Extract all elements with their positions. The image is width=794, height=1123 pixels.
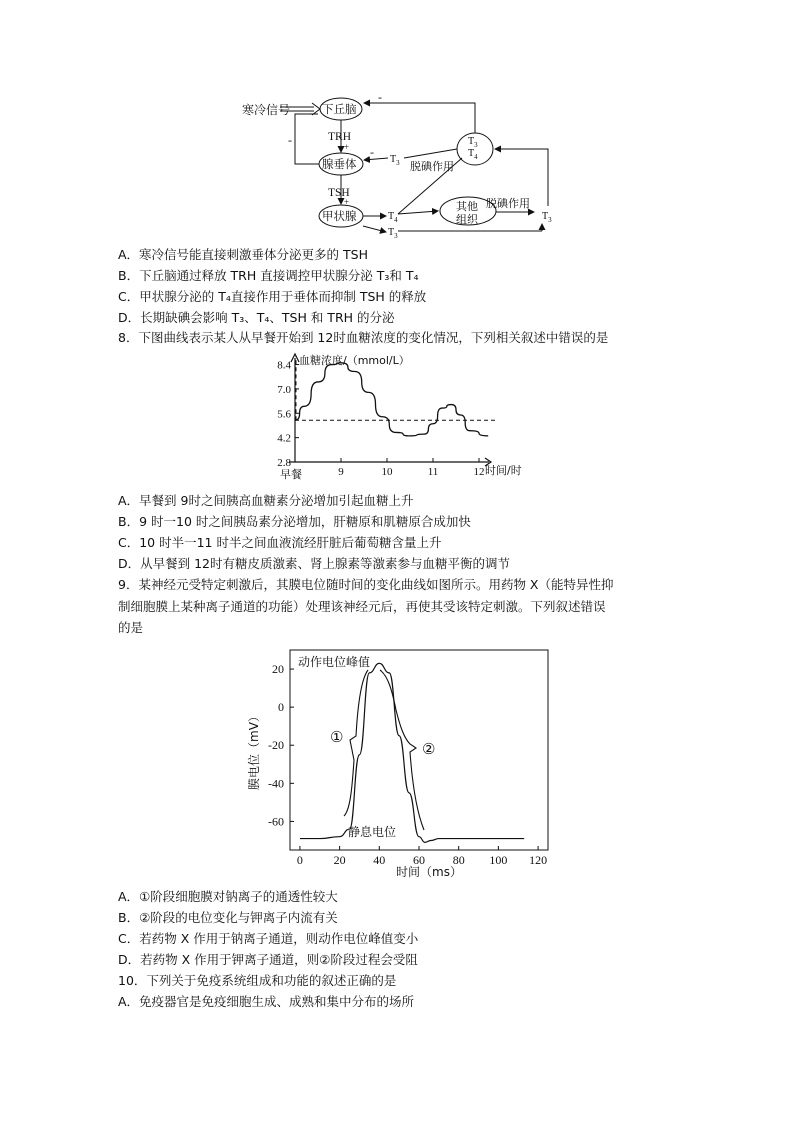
cold-signal-label: 寒冷信号 xyxy=(242,103,291,117)
y-tick-label: 4.2 xyxy=(277,432,291,445)
minus-top: - xyxy=(378,90,382,104)
q8-option-c: C．10 时半一11 时半之间血液流经肝脏后葡萄糖含量上升 xyxy=(118,535,442,550)
q9-option-d: D．若药物 X 作用于钾离子通道，则②阶段过程会受阻 xyxy=(118,952,418,967)
thyroid-label: 甲状腺 xyxy=(322,209,357,223)
trh-plus: + xyxy=(344,142,350,152)
mp-x-tick-label: 20 xyxy=(333,853,346,867)
mp-y-tick-label: 0 xyxy=(278,700,284,715)
q8-stem: 8．下图曲线表示某人从早餐开始到 12时血糖浓度的变化情况，下列相关叙述中错误的是 xyxy=(118,330,609,345)
svg-text:T3: $T_3$ xyxy=(388,227,398,240)
tsh-plus: + xyxy=(344,197,350,207)
mp-x-axis-title: 时间（ms） xyxy=(396,865,462,879)
mp-x-tick-label: 40 xyxy=(373,853,386,867)
mp-y-tick-label: -20 xyxy=(268,738,284,753)
svg-text:T3: $T_3$ xyxy=(468,136,478,149)
hypothalamus-label: 下丘脑 xyxy=(322,102,357,116)
x-tick-label: 10 xyxy=(381,466,393,478)
phase-2-label: ② xyxy=(422,742,436,758)
plot-frame xyxy=(290,650,548,850)
q7-option-d: D．长期缺碘会影响 T₃、T₄、TSH 和 TRH 的分泌 xyxy=(118,310,395,325)
peak-annotation: 动作电位峰值 xyxy=(298,655,371,669)
phase-1-label: ① xyxy=(330,730,344,746)
q7-option-c: C．甲状腺分泌的 T₄直接作用于垂体而抑制 TSH 的释放 xyxy=(118,289,427,304)
q7-option-b: B．下丘脑通过释放 TRH 直接调控甲状腺分泌 T₃和 T₄ xyxy=(118,268,419,283)
trh-label: TRH xyxy=(328,131,351,143)
mp-x-tick-label: 120 xyxy=(529,853,548,867)
q9-option-c: C．若药物 X 作用于钠离子通道，则动作电位峰值变小 xyxy=(118,931,419,946)
membrane-potential-chart xyxy=(240,640,560,880)
blood-glucose-chart xyxy=(255,350,535,482)
mp-x-tick-label: 60 xyxy=(413,853,425,867)
x-tick-label: 12 xyxy=(473,466,485,478)
mp-x-tick-label: 0 xyxy=(296,853,303,867)
other-tissue-label-2: 组织 xyxy=(456,213,478,226)
other-tissue-label-1: 其他 xyxy=(456,200,478,213)
svg-text:T4: $T_4$ xyxy=(468,148,478,161)
q7-option-a: A．寒冷信号能直接刺激垂体分泌更多的 TSH xyxy=(118,247,368,262)
y-tick-label: 8.4 xyxy=(277,359,291,372)
minus-pituitary: - xyxy=(370,145,374,159)
mp-x-tick-label: 80 xyxy=(452,853,465,867)
q9-option-a: A．①阶段细胞膜对钠离子的通透性较大 xyxy=(118,889,338,904)
q10-stem: 10．下列关于免疫系统组成和功能的叙述正确的是 xyxy=(118,973,397,988)
q9-stem-2: 制细胞膜上某种离子通道的功能）处理该神经元后，再使其受该特定刺激。下列叙述错误 xyxy=(118,599,606,614)
q8-option-d: D．从早餐到 12时有糖皮质激素、肾上腺素等激素参与血糖平衡的调节 xyxy=(118,556,511,571)
svg-text:T4: $T_4$ xyxy=(388,211,398,224)
q9-stem-1: 9．某神经元受特定刺激后，其膜电位随时间的变化曲线如图所示。用药物 X（能特异性抑 xyxy=(118,577,614,592)
svg-text:T3: $T_3$ xyxy=(390,154,400,167)
x-tick-label: 9 xyxy=(338,466,344,478)
y-axis-title: 血糖浓度/（mmol/L） xyxy=(299,354,410,367)
y-tick-label: 5.6 xyxy=(277,408,291,421)
y-tick-label: 7.0 xyxy=(277,383,291,396)
deiodination-label-1: 脱碘作用 xyxy=(410,160,454,173)
q10-option-a: A．免疫器官是免疫细胞生成、成熟和集中分布的场所 xyxy=(118,994,415,1009)
resting-annotation: 静息电位 xyxy=(348,825,397,839)
deiodination-label-2: 脱碘作用 xyxy=(486,197,530,210)
mp-y-tick-label: -40 xyxy=(268,776,284,791)
q9-stem-3: 的是 xyxy=(118,620,144,635)
svg-text:T3: $T_3$ xyxy=(542,211,552,224)
q8-option-b: B．9 时一10 时之间胰岛素分泌增加，肝糖原和肌糖原合成加快 xyxy=(118,514,471,529)
mp-x-tick-label: 100 xyxy=(489,853,508,867)
q8-option-a: A．早餐到 9时之间胰高血糖素分泌增加引起血糖上升 xyxy=(118,493,414,508)
phase-2-bracket xyxy=(380,670,424,830)
mp-y-tick-label: 20 xyxy=(272,662,284,677)
mp-y-tick-label: -60 xyxy=(268,814,284,829)
hormone-regulation-diagram xyxy=(230,90,560,240)
x-axis-title: 时间/时 xyxy=(485,464,522,477)
glucose-curve xyxy=(295,363,488,436)
x-start-label: 早餐 xyxy=(280,468,302,481)
membrane-potential-curve xyxy=(300,663,524,842)
minus-left: - xyxy=(288,133,292,147)
q9-option-b: B．②阶段的电位变化与钾离子内流有关 xyxy=(118,910,338,925)
phase-1-bracket xyxy=(344,670,368,816)
mp-y-axis-title: 膜电位（mV） xyxy=(247,710,261,790)
y-tick-label: 2.8 xyxy=(277,457,291,469)
x-tick-label: 11 xyxy=(427,466,439,478)
pituitary-label: 腺垂体 xyxy=(322,157,357,171)
tsh-label: TSH xyxy=(328,187,350,199)
